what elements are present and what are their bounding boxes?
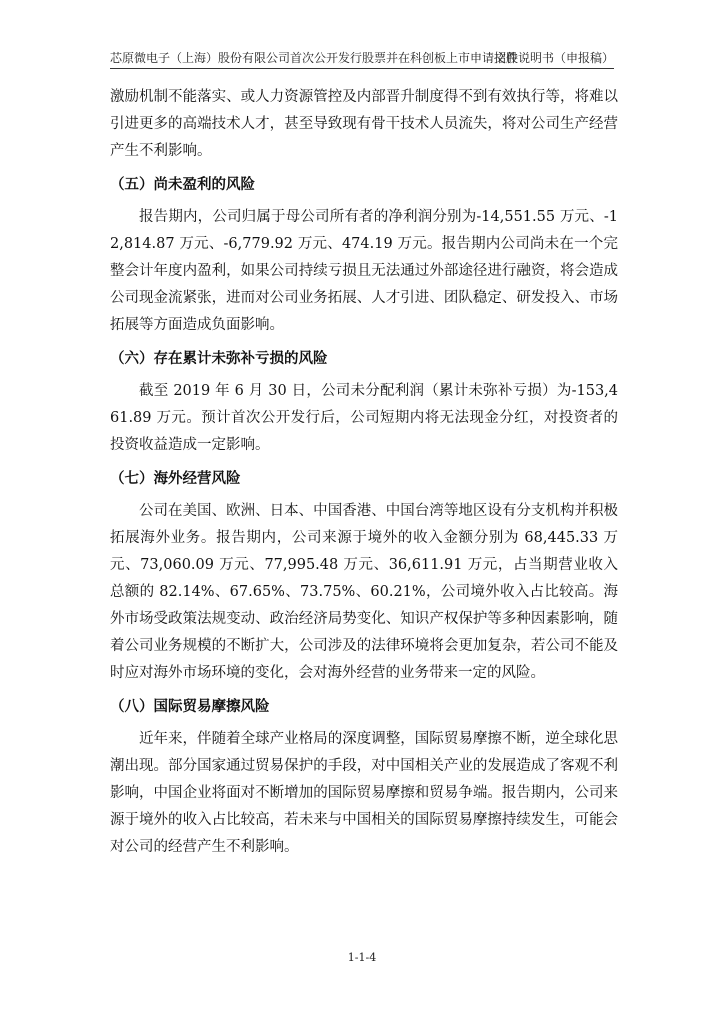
header-divider: [110, 68, 614, 69]
section-body-unprofitable-risk: 报告期内，公司归属于母公司所有者的净利润分别为-14,551.55 万元、-12,814.87 万元、-6,779.92 万元、474.19 万元。报告期内公司尚未在一个完整会计年度内盈利，如果公司持续亏损且无法通过外部途径进行融资，将会造成公司现金流紧张，进而对公司业务拓展、人才引进、团队稳定、研发投入、市场拓展等方面造成负面影响。: [110, 209, 618, 333]
section-heading-overseas-risk: （七）海外经营风险: [110, 471, 241, 487]
section-body-trade-friction-risk: 近年来，伴随着全球产业格局的深度调整，国际贸易摩擦不断，逆全球化思潮出现。部分国家通过贸易保护的手段，对中国相关产业的发展造成了客观不利影响，中国企业将面对不断增加的国际贸易摩擦和贸易争端。报告期内，公司来源于境外的收入占比较高，若未来与中国相关的国际贸易摩擦持续发生，可能会对公司的经营产生不利影响。: [110, 731, 618, 855]
section-heading-trade-friction-risk: （八）国际贸易摩擦风险: [110, 699, 270, 715]
section-body-accumulated-loss-risk: 截至 2019 年 6 月 30 日，公司未分配利润（累计未弥补亏损）为-153,461.89 万元。预计首次公开发行后，公司短期内将无法现金分红，对投资者的投资收益造成一定影响。: [110, 383, 618, 453]
section-heading-accumulated-loss-risk: （六）存在累计未弥补亏损的风险: [110, 351, 328, 367]
page-body: [110, 84, 618, 861]
section-body-overseas-risk: 公司在美国、欧洲、日本、中国香港、中国台湾等地区设有分支机构并积极拓展海外业务。报告期内，公司来源于境外的收入金额分别为 68,445.33 万元、73,060.09 万元、77,995.48 万元、36,611.91 万元，占当期营业收入总额的 82.14%、67.65%、73.75%、60.21%，公司境外收入占比较高。海外市场受政策法规变动、政治经济局势变化、知识产权保护等多种因素影响，随着公司业务规模的不断扩大，公司涉及的法律环境将会更加复杂，若公司不能及时应对海外市场环境的变化，会对海外经营的业务带来一定的风险。: [110, 503, 618, 681]
page-number: 1-1-4: [347, 951, 377, 964]
header-company-title: 芯原微电子（上海）股份有限公司首次公开发行股票并在科创板上市申请文件: [110, 51, 519, 65]
header-document-type: 招股说明书（申报稿）: [493, 51, 614, 65]
intro-paragraph: 激励机制不能落实、或人力资源管控及内部晋升制度得不到有效执行等，将难以引进更多的高端技术人才，甚至导致现有骨干技术人员流失，将对公司生产经营产生不利影响。: [110, 89, 618, 159]
section-heading-unprofitable-risk: （五）尚未盈利的风险: [110, 177, 255, 193]
